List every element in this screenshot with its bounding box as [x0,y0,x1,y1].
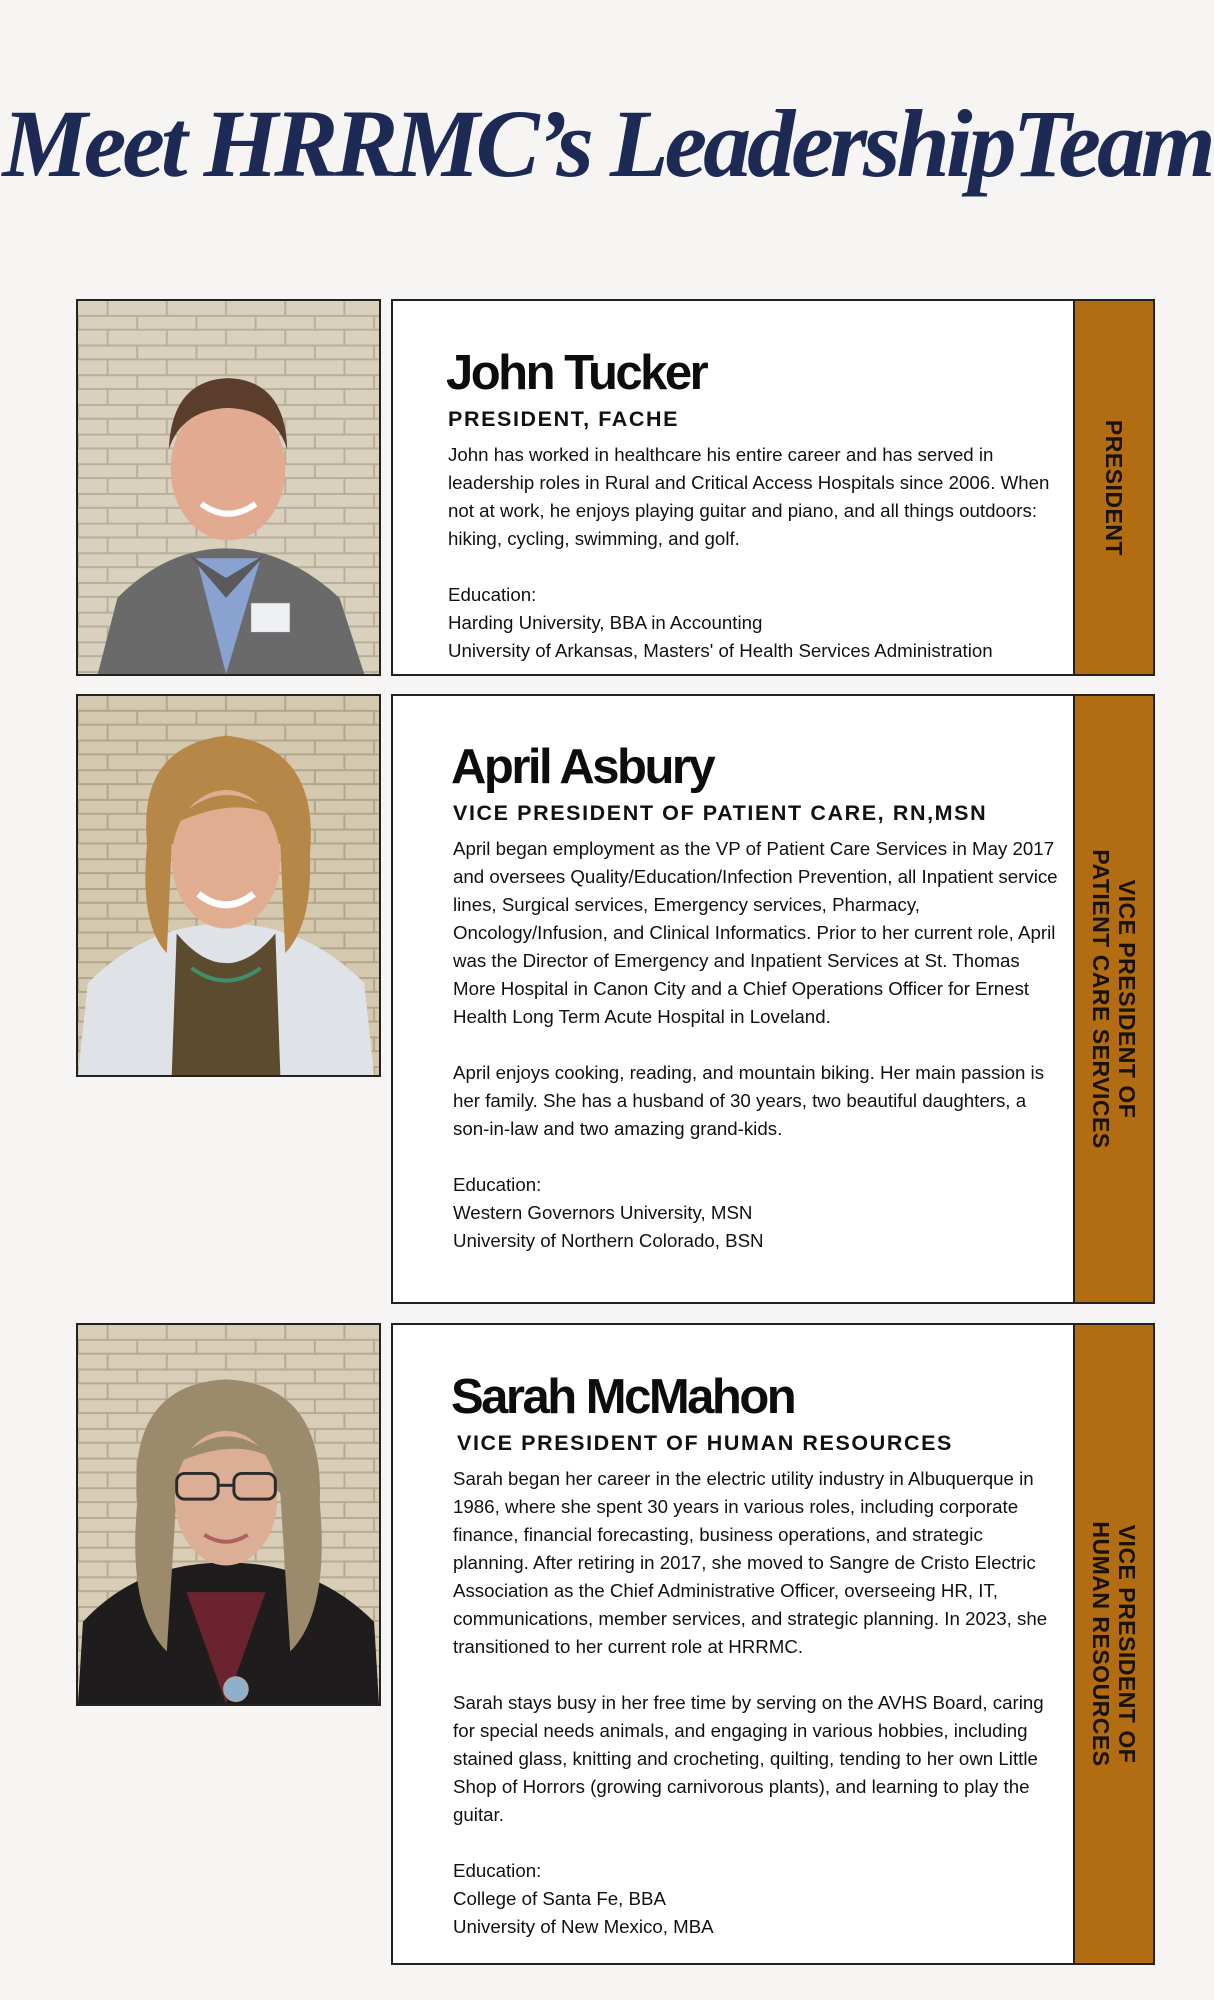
role-tab-label [1088,1521,1140,1766]
education-label: Education: [453,1860,542,1881]
bio-paragraph: April began employment as the VP of Patient Care Services in May 2017 and oversees Quality/Education/Infection Prevention, all Inpatient service lines, Surgical services, Emergency services, Pharmacy, Oncology/Infusion, and Clinical Informatics. Prior to her current role, April was the Director of Emergency and Inpatient Services at St. Thomas More Hospital in Canon City and a Chief Operations Officer for Ernest Health Long Term Acute Hospital in Loveland. [453,838,1058,1027]
bio-paragraph: Sarah began her career in the electric utility industry in Albuquerque in 1986, where she spent 30 years in various roles, including corporate finance, financial forecasting, business operations, and strategic planning. After retiring in 2017, she moved to Sangre de Cristo Electric Association as the Chief Administrative Officer, overseeing HR, IT, communications, member services, and strategic planning. In 2023, she transitioned to her current role at HRRMC. [453,1468,1048,1657]
role-tab-line: HUMAN RESOURCES [1088,1521,1114,1767]
photo-sarah-mcmahon [76,1323,381,1706]
role-tab-line: PRESIDENT [1101,419,1127,556]
education-item: University of Arkansas, Masters' of Health Services Administration [448,640,993,661]
leader-bio [448,441,1058,665]
role-tab-line: VICE PRESIDENT OF [1114,1524,1140,1764]
leader-card-john-tucker [391,299,1155,676]
photo-john-tucker [76,299,381,676]
role-tab-label [1088,849,1140,1148]
bio-paragraph: John has worked in healthcare his entire career and has served in leadership roles in Rural and Critical Access Hospitals since 2006. When not at work, he enjoys playing guitar and piano, and all things outdoors: hiking, cycling, swimming, and golf. [448,444,1050,549]
leader-bio [453,1465,1063,1941]
leader-name: April Asbury [451,740,714,794]
education-label: Education: [448,584,537,605]
education-block [448,581,1058,665]
leader-role: PRESIDENT, FACHE [448,407,680,431]
education-block [453,1171,1063,1255]
bio-paragraph: April enjoys cooking, reading, and mountain biking. Her main passion is her family. She has a husband of 30 years, two beautiful daughters, a son-in-law and two amazing grand-kids. [453,1062,1045,1139]
leader-role: VICE PRESIDENT OF HUMAN RESOURCES [457,1431,953,1455]
education-item: University of Northern Colorado, BSN [453,1230,764,1251]
education-label: Education: [453,1174,542,1195]
leader-card-sarah-mcmahon [391,1323,1155,1965]
role-tab [1073,1325,1153,1963]
education-item: University of New Mexico, MBA [453,1916,714,1937]
leader-name: John Tucker [446,346,707,400]
role-tab [1073,301,1153,674]
photo-april-asbury [76,694,381,1077]
education-item: College of Santa Fe, BBA [453,1888,666,1909]
leader-name: Sarah McMahon [451,1370,795,1424]
education-block [453,1857,1063,1941]
role-tab-line: PATIENT CARE SERVICES [1088,849,1114,1149]
leader-card-april-asbury [391,694,1155,1304]
role-tab-line: VICE PRESIDENT OF [1114,879,1140,1119]
role-tab-label [1101,419,1127,555]
education-item: Western Governors University, MSN [453,1202,753,1223]
role-tab [1073,696,1153,1302]
page-title: Meet HRRMC’s LeadershipTeam [2,90,1212,197]
leader-role: VICE PRESIDENT OF PATIENT CARE, RN,MSN [453,801,988,825]
education-item: Harding University, BBA in Accounting [448,612,763,633]
bio-paragraph: Sarah stays busy in her free time by serving on the AVHS Board, caring for special needs animals, and engaging in various hobbies, including stained glass, knitting and crocheting, quilting, tending to her own Little Shop of Horrors (growing carnivorous plants), and learning to play the guitar. [453,1692,1044,1825]
leader-bio [453,835,1063,1255]
